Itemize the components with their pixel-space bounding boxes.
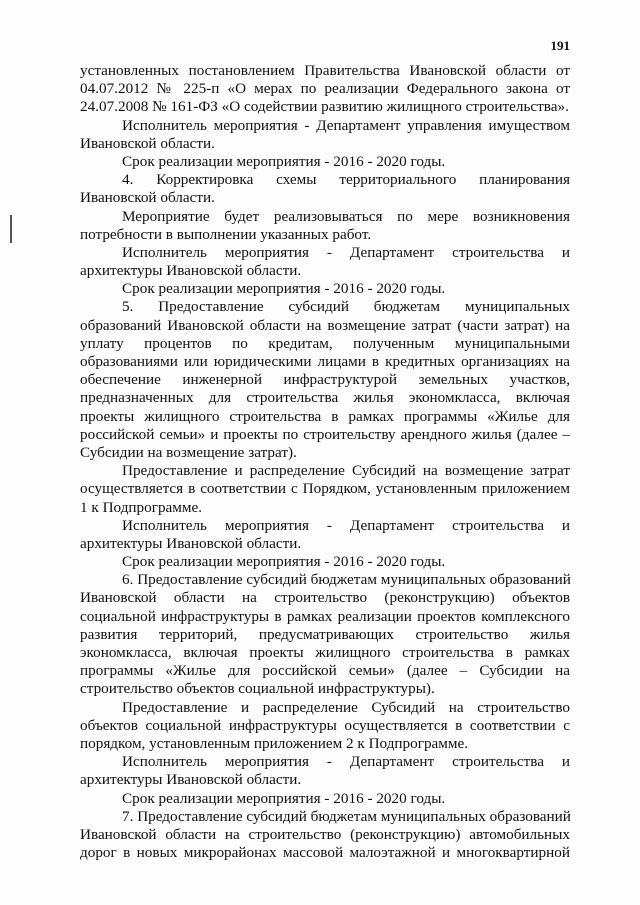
- text-line: строительство объектов социальной инфраструктуры).: [80, 680, 435, 698]
- text-line: развития территорий, предусматривающих строительство жилья: [80, 625, 570, 643]
- text-line: Срок реализации мероприятия - 2016 - 2020 годы.: [122, 789, 446, 807]
- text-line: Ивановской области на строительство (реконструкцию) автомобильных: [80, 825, 570, 843]
- text-line: Исполнитель мероприятия - Департамент строительства и: [122, 516, 570, 534]
- text-line: Ивановской области.: [80, 134, 215, 152]
- text-line: Исполнитель мероприятия - Департамент строительства и: [122, 753, 570, 771]
- text-line: 5. Предоставление субсидий бюджетам муниципальных: [122, 298, 570, 316]
- text-line: установленных постановлением Правительства Ивановской области от: [80, 62, 570, 79]
- text-line: объектов социальной инфраструктуры осуществляется в соответствии с: [80, 716, 570, 734]
- document-body-text: [80, 62, 570, 862]
- text-line: архитектуры Ивановской области.: [80, 262, 302, 280]
- text-line: потребности в выполнении указанных работ.: [80, 225, 372, 243]
- text-line: 7. Предоставление субсидий бюджетам муниципальных образований: [122, 807, 571, 825]
- scan-artifact-mark: [10, 215, 12, 243]
- text-line: социальной инфраструктуры в рамках реализации проектов комплексного: [80, 607, 570, 625]
- text-line: Мероприятие будет реализовываться по мере возникновения: [122, 207, 570, 225]
- text-line: Срок реализации мероприятия - 2016 - 2020 годы.: [122, 553, 446, 571]
- text-line: Предоставление и распределение Субсидий на строительство: [122, 698, 570, 716]
- text-line: архитектуры Ивановской области.: [80, 534, 302, 552]
- text-line: архитектуры Ивановской области.: [80, 771, 302, 789]
- text-line: 4. Корректировка схемы территориального планирования: [122, 171, 570, 189]
- text-line: 04.07.2012 № 225-п «О мерах по реализации Федерального закона от: [80, 80, 570, 98]
- text-line: российской семьи» и проекты по строительству арендного жилья (далее –: [80, 425, 570, 443]
- text-line: Ивановской области на строительство (реконструкцию) объектов: [80, 589, 570, 607]
- text-line: предназначенных для строительства жилья экономкласса, включая: [80, 389, 570, 407]
- text-line: осуществляется в соответствии с Порядком, установленным приложением: [80, 480, 570, 498]
- page-number: 191: [550, 38, 570, 53]
- text-line: программы «Жилье для российской семьи» (далее – Субсидии на: [80, 662, 570, 680]
- text-line: Ивановской области.: [80, 189, 215, 207]
- text-line: дорог в новых микрорайонах массовой малоэтажной и многоквартирной: [80, 844, 570, 862]
- text-line: 1 к Подпрограмме.: [80, 498, 203, 516]
- text-line: Срок реализации мероприятия - 2016 - 2020 годы.: [122, 152, 446, 170]
- text-line: Субсидии на возмещение затрат).: [80, 443, 297, 461]
- text-line: Предоставление и распределение Субсидий на возмещение затрат: [122, 462, 570, 480]
- text-line: обеспечение инженерной инфраструктурой земельных участков,: [80, 371, 570, 389]
- text-line: порядком, установленным приложением 2 к Подпрограмме.: [80, 734, 469, 752]
- text-line: Срок реализации мероприятия - 2016 - 2020 годы.: [122, 280, 446, 298]
- text-line: Исполнитель мероприятия - Департамент строительства и: [122, 243, 570, 261]
- text-line: экономкласса, включая проекты жилищного строительства в рамках: [80, 644, 570, 661]
- text-line: 24.07.2008 № 161-ФЗ «О содействии развитию жилищного строительства».: [80, 98, 569, 116]
- text-line: 6. Предоставление субсидий бюджетам муниципальных образований: [122, 571, 571, 589]
- text-line: образованиями или юридическими лицами в кредитных организациях на: [80, 353, 570, 370]
- text-line: уплату процентов по кредитам, полученным муниципальными: [80, 334, 570, 352]
- text-line: Исполнитель мероприятия - Департамент управления имуществом: [122, 116, 570, 134]
- text-line: образований Ивановской области на возмещение затрат (части затрат) на: [80, 316, 570, 334]
- text-line: проекты жилищного строительства в рамках программы «Жилье для: [80, 407, 570, 425]
